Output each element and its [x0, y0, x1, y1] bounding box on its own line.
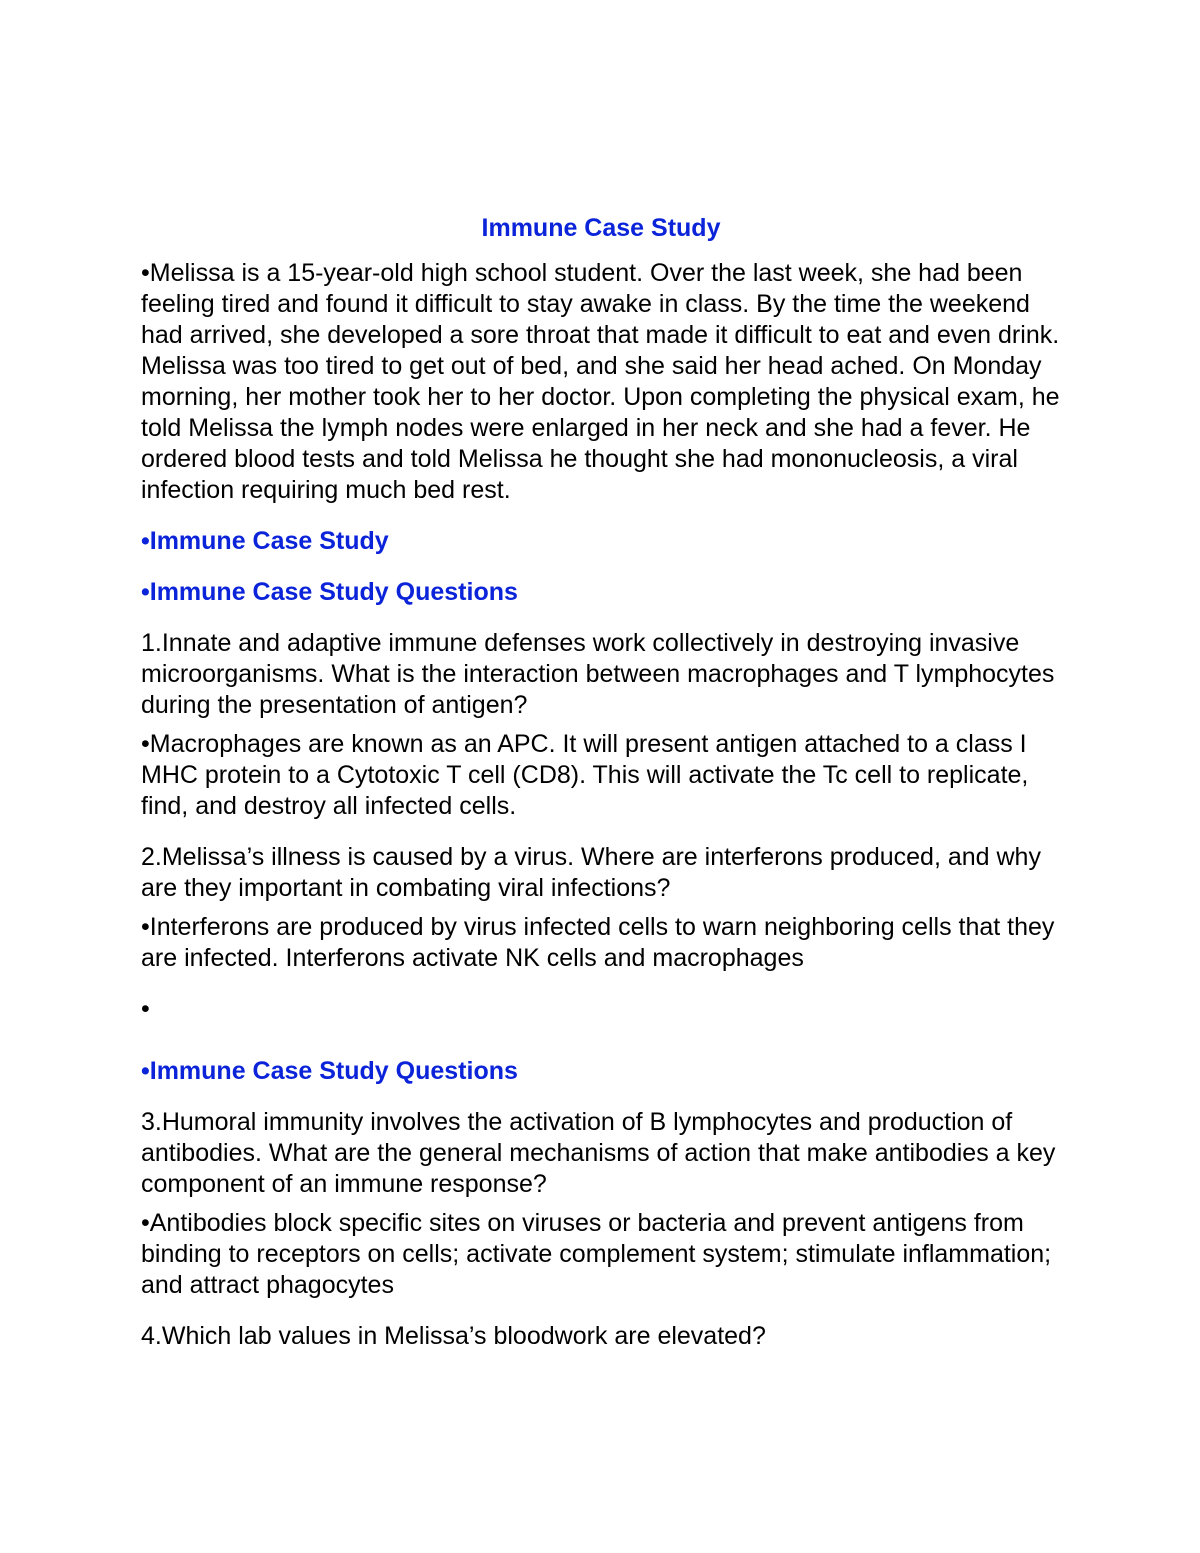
section-heading-case-study: •Immune Case Study: [141, 527, 389, 555]
answer-3: •Antibodies block specific sites on viruses or bacteria and prevent antigens from binding to receptors on cells; activate complement system; stimulate inflammation; and attract phagocytes: [141, 1209, 1052, 1299]
answer-2: •Interferons are produced by virus infected cells to warn neighboring cells that they are infected. Interferons activate NK cells and macrophages: [141, 913, 1055, 972]
question-3: 3.Humoral immunity involves the activation of B lymphocytes and production of antibodies. What are the general mechanisms of action that make antibodies a key component of an immune response?: [141, 1108, 1056, 1198]
empty-bullet: •: [141, 995, 150, 1023]
section-heading-questions-2: •Immune Case Study Questions: [141, 1057, 518, 1085]
case-intro-paragraph: •Melissa is a 15-year-old high school student. Over the last week, she had been feeling tired and found it difficult to stay awake in class. By the time the weekend had arrived, she developed a sore throat that made it difficult to eat and even drink. Melissa was too tired to get out of bed, and she said her head ached. On Monday morning, her mother took her to her doctor. Upon completing the physical exam, he told Melissa the lymph nodes were enlarged in her neck and she had a fever. He ordered blood tests and told Melissa he thought she had mononucleosis, a viral infection requiring much bed rest.: [141, 259, 1060, 504]
section-heading-questions: •Immune Case Study Questions: [141, 578, 518, 606]
question-2: 2.Melissa’s illness is caused by a virus. Where are interferons produced, and why are they important in combating viral infections?: [141, 843, 1041, 902]
question-4: 4.Which lab values in Melissa’s bloodwork are elevated?: [141, 1322, 766, 1350]
document-page: [141, 208, 1061, 1372]
document-title: Immune Case Study: [481, 214, 721, 242]
question-1: 1.Innate and adaptive immune defenses work collectively in destroying invasive microorganisms. What is the interaction between macrophages and T lymphocytes during the presentation of antigen?: [141, 629, 1055, 719]
answer-1: •Macrophages are known as an APC. It will present antigen attached to a class I MHC protein to a Cytotoxic T cell (CD8). This will activate the Tc cell to replicate, find, and destroy all infected cells.: [141, 730, 1029, 820]
